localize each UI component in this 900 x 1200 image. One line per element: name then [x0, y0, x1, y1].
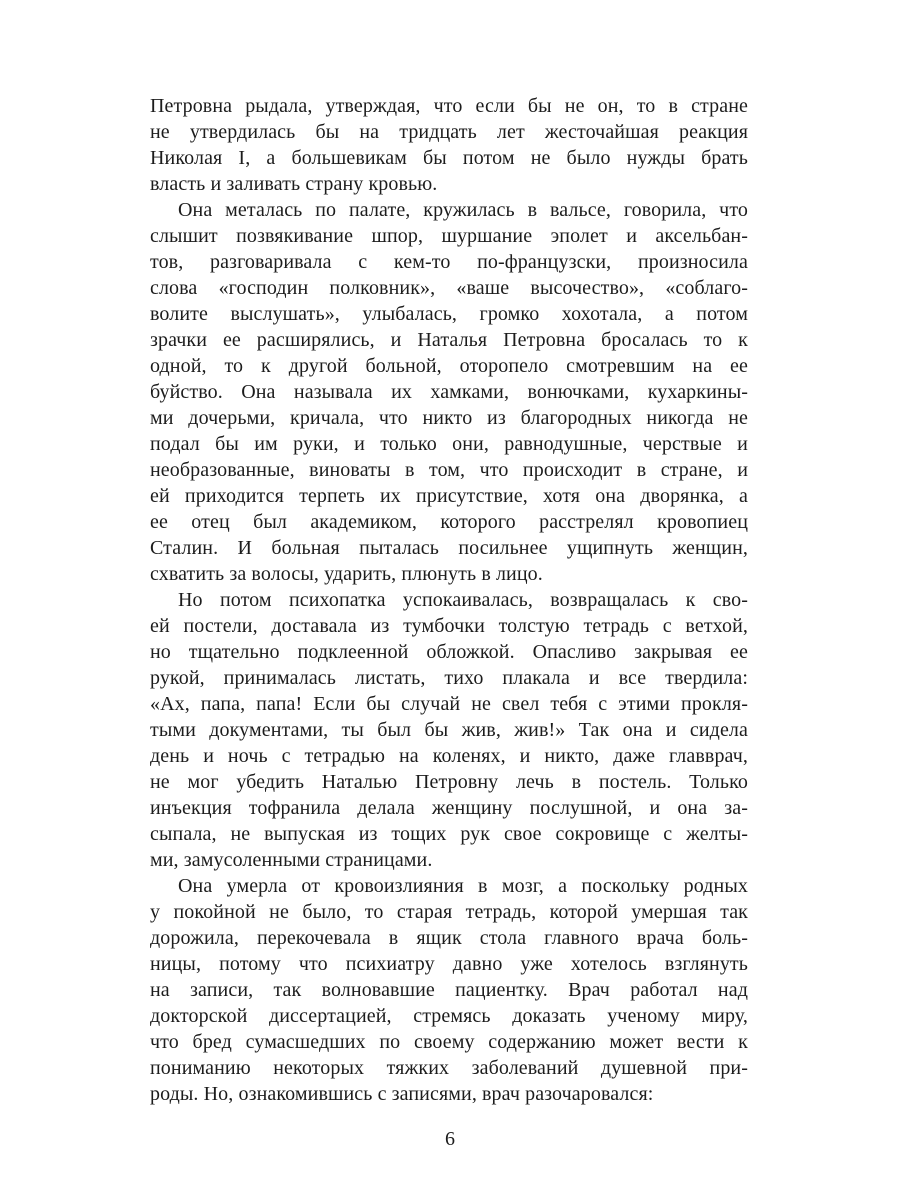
text-line: Петровна рыдала, утверждая, что если бы не он, то в стране — [150, 95, 748, 117]
text-line: ми дочерьми, кричала, что никто из благородных никогда не — [150, 407, 748, 429]
text-line: ее отец был академиком, которого расстрелял кровопиец — [150, 511, 748, 533]
text-line: Она металась по палате, кружилась в вальсе, говорила, что — [178, 199, 748, 221]
text-line: докторской диссертацией, стремясь доказать ученому миру, — [150, 1005, 748, 1027]
text-line: буйство. Она называла их хамками, вонючками, кухаркины- — [150, 381, 748, 403]
paragraph — [150, 197, 748, 587]
text-line: у покойной не было, то старая тетрадь, которой умершая так — [150, 901, 748, 923]
text-line: власть и заливать страну кровью. — [150, 173, 438, 195]
text-line: день и ночь с тетрадью на коленях, и никто, даже главврач, — [150, 745, 748, 767]
text-line: схватить за волосы, ударить, плюнуть в лицо. — [150, 563, 543, 585]
text-line: ей постели, доставала из тумбочки толстую тетрадь с ветхой, — [150, 615, 748, 637]
text-line: роды. Но, ознакомившись с записями, врач разочаровался: — [150, 1083, 654, 1105]
text-line: Она умерла от кровоизлияния в мозг, а поскольку родных — [178, 875, 748, 897]
paragraph — [150, 93, 748, 197]
text-block — [150, 93, 748, 1107]
text-line: что бред сумасшедших по своему содержанию может вести к — [150, 1031, 748, 1053]
text-line: но тщательно подклеенной обложкой. Опасливо закрывая ее — [150, 641, 748, 663]
text-line: Сталин. И больная пыталась посильнее ущипнуть женщин, — [150, 537, 748, 559]
text-line: ницы, потому что психиатру давно уже хотелось взглянуть — [150, 953, 748, 975]
text-line: тов, разговаривала с кем-то по-французски, произносила — [150, 251, 748, 273]
text-line: пониманию некоторых тяжких заболеваний душевной при- — [150, 1057, 748, 1079]
text-line: ей приходится терпеть их присутствие, хотя она дворянка, а — [150, 485, 748, 507]
page-number: 6 — [445, 1128, 455, 1150]
text-line: необразованные, виноваты в том, что происходит в стране, и — [150, 459, 748, 481]
text-line: слышит позвякивание шпор, шуршание эполет и аксельбан- — [150, 225, 748, 247]
text-line: слова «господин полковник», «ваше высочество», «соблаго- — [150, 277, 748, 299]
text-line: «Ах, папа, папа! Если бы случай не свел тебя с этими прокля- — [150, 693, 748, 715]
text-line: на записи, так волновавшие пациентку. Врач работал над — [150, 979, 748, 1001]
text-line: подал бы им руки, и только они, равнодушные, черствые и — [150, 433, 748, 455]
text-line: волите выслушать», улыбалась, громко хохотала, а потом — [150, 303, 748, 325]
text-line: рукой, принималась листать, тихо плакала и все твердила: — [150, 667, 748, 689]
paragraph — [150, 873, 748, 1107]
text-line: одной, то к другой больной, оторопело смотревшим на ее — [150, 355, 748, 377]
text-line: ми, замусоленными страницами. — [150, 849, 433, 871]
text-line: сыпала, не выпуская из тощих рук свое сокровище с желты- — [150, 823, 748, 845]
text-line: тыми документами, ты был бы жив, жив!» Так она и сидела — [150, 719, 748, 741]
text-line: не утвердилась бы на тридцать лет жесточайшая реакция — [150, 121, 748, 143]
paragraph — [150, 587, 748, 873]
text-line: Но потом психопатка успокаивалась, возвращалась к сво- — [178, 589, 748, 611]
text-line: не мог убедить Наталью Петровну лечь в постель. Только — [150, 771, 748, 793]
text-line: Николая I, а большевикам бы потом не было нужды брать — [150, 147, 748, 169]
text-line: зрачки ее расширялись, и Наталья Петровна бросалась то к — [150, 329, 748, 351]
text-line: дорожила, перекочевала в ящик стола главного врача боль- — [150, 927, 748, 949]
text-line: инъекция тофранила делала женщину послушной, и она за- — [150, 797, 748, 819]
